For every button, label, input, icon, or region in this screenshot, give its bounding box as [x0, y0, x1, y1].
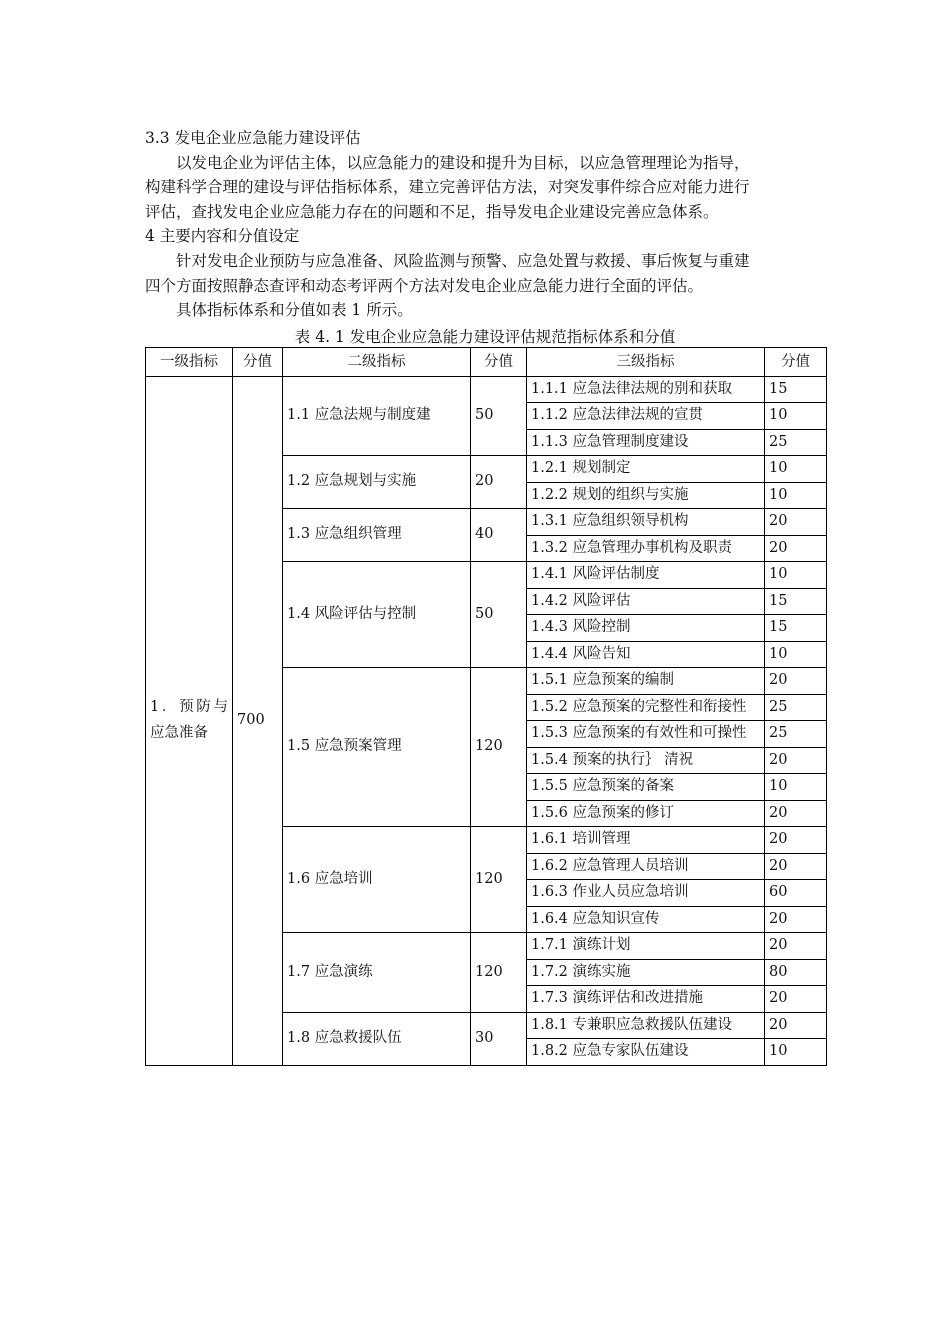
level3-score: 20 — [765, 827, 827, 854]
level3-name: 1.4.3 风险控制 — [527, 615, 765, 642]
level3-score: 10 — [765, 641, 827, 668]
level3-name: 1.8.1 专兼职应急救援队伍建设 — [527, 1012, 765, 1039]
level2-score: 30 — [471, 1012, 527, 1065]
table-header-row — [146, 348, 827, 377]
level3-score: 10 — [765, 456, 827, 483]
level3-name: 1.2.1 规划制定 — [527, 456, 765, 483]
level3-score: 20 — [765, 933, 827, 960]
level3-name: 1.4.1 风险评估制度 — [527, 562, 765, 589]
level3-score: 20 — [765, 1012, 827, 1039]
header-level3: 三级指标 — [527, 348, 765, 377]
level2-score: 120 — [471, 933, 527, 1013]
paragraph-line: 针对发电企业预防与应急准备、风险监测与预警、应急处置与救援、事后恢复与重建 — [176, 251, 750, 270]
level2-name: 1.2 应急规划与实施 — [283, 456, 471, 509]
level3-score: 10 — [765, 562, 827, 589]
level2-score: 20 — [471, 456, 527, 509]
level3-name: 1.3.1 应急组织领导机构 — [527, 509, 765, 536]
header-score1: 分值 — [233, 348, 283, 377]
level3-name: 1.1.1 应急法律法规的别和获取 — [527, 376, 765, 403]
indicator-table — [145, 347, 827, 1066]
level3-name: 1.7.3 演练评估和改进措施 — [527, 986, 765, 1013]
level3-score: 20 — [765, 747, 827, 774]
level3-name: 1.4.4 风险告知 — [527, 641, 765, 668]
level3-score: 20 — [765, 800, 827, 827]
table-row — [146, 376, 827, 403]
level3-score: 25 — [765, 429, 827, 456]
level2-name: 1.6 应急培训 — [283, 827, 471, 933]
header-score2: 分值 — [471, 348, 527, 377]
paragraph-line: 构建科学合理的建设与评估指标体系，建立完善评估方法，对突发事件综合应对能力进行 — [145, 178, 750, 197]
level3-name: 1.4.2 风险评估 — [527, 588, 765, 615]
level2-name: 1.8 应急救援队伍 — [283, 1012, 471, 1065]
level3-score: 10 — [765, 482, 827, 509]
level3-name: 1.6.3 作业人员应急培训 — [527, 880, 765, 907]
level3-name: 1.7.1 演练计划 — [527, 933, 765, 960]
level3-name: 1.5.5 应急预案的备案 — [527, 774, 765, 801]
level2-score: 120 — [471, 827, 527, 933]
level3-name: 1.6.4 应急知识宣传 — [527, 906, 765, 933]
level2-score: 120 — [471, 668, 527, 827]
level3-score: 15 — [765, 588, 827, 615]
level1-score: 700 — [233, 376, 283, 1065]
level3-score: 60 — [765, 880, 827, 907]
level3-name: 1.1.2 应急法律法规的宣贯 — [527, 403, 765, 430]
level3-score: 15 — [765, 615, 827, 642]
level3-score: 15 — [765, 376, 827, 403]
paragraph-line: 4 主要内容和分值设定 — [145, 227, 300, 246]
header-score3: 分值 — [765, 348, 827, 377]
level3-name: 1.7.2 演练实施 — [527, 959, 765, 986]
table-caption: 表 4. 1 发电企业应急能力建设评估规范指标体系和分值 — [294, 328, 676, 346]
level2-name: 1.3 应急组织管理 — [283, 509, 471, 562]
level3-name: 1.3.2 应急管理办事机构及职责 — [527, 535, 765, 562]
level3-score: 10 — [765, 1039, 827, 1066]
level3-name: 1.5.4 预案的执行｝ 清祝 — [527, 747, 765, 774]
level3-name: 1.6.2 应急管理人员培训 — [527, 853, 765, 880]
level3-score: 20 — [765, 906, 827, 933]
level3-score: 80 — [765, 959, 827, 986]
level2-name: 1.4 风险评估与控制 — [283, 562, 471, 668]
level2-name: 1.7 应急演练 — [283, 933, 471, 1013]
level2-score: 50 — [471, 562, 527, 668]
level2-name: 1.1 应急法规与制度建 — [283, 376, 471, 456]
level2-score: 50 — [471, 376, 527, 456]
level3-score: 10 — [765, 403, 827, 430]
level3-score: 20 — [765, 668, 827, 695]
level3-score: 25 — [765, 694, 827, 721]
paragraph-line: 以发电企业为评估主体，以应急能力的建设和提升为目标，以应急管理理论为指导， — [176, 153, 750, 172]
level3-score: 20 — [765, 853, 827, 880]
level3-name: 1.1.3 应急管理制度建设 — [527, 429, 765, 456]
level2-score: 40 — [471, 509, 527, 562]
paragraph-line: 3.3 发电企业应急能力建设评估 — [145, 129, 361, 147]
level3-name: 1.2.2 规划的组织与实施 — [527, 482, 765, 509]
level3-name: 1.5.2 应急预案的完整性和衔接性 — [527, 694, 765, 721]
level3-name: 1.5.1 应急预案的编制 — [527, 668, 765, 695]
level1-name: 1．预防与应急准备 — [146, 376, 233, 1065]
body-text — [145, 126, 825, 323]
level3-score: 20 — [765, 509, 827, 536]
level3-score: 25 — [765, 721, 827, 748]
level2-name: 1.5 应急预案管理 — [283, 668, 471, 827]
header-level2: 二级指标 — [283, 348, 471, 377]
level3-score: 20 — [765, 986, 827, 1013]
header-level1: 一级指标 — [146, 348, 233, 377]
level3-name: 1.6.1 培训管理 — [527, 827, 765, 854]
level3-score: 10 — [765, 774, 827, 801]
paragraph-line: 评估，查找发电企业应急能力存在的问题和不足，指导发电企业建设完善应急体系。 — [145, 202, 719, 221]
level3-name: 1.8.2 应急专家队伍建设 — [527, 1039, 765, 1066]
level3-name: 1.5.3 应急预案的有效性和可操性 — [527, 721, 765, 748]
level3-score: 20 — [765, 535, 827, 562]
paragraph-line: 具体指标体系和分值如表 1 所示。 — [176, 301, 413, 320]
paragraph-line: 四个方面按照静态查评和动态考评两个方法对发电企业应急能力进行全面的评估。 — [145, 276, 704, 295]
level3-name: 1.5.6 应急预案的修订 — [527, 800, 765, 827]
